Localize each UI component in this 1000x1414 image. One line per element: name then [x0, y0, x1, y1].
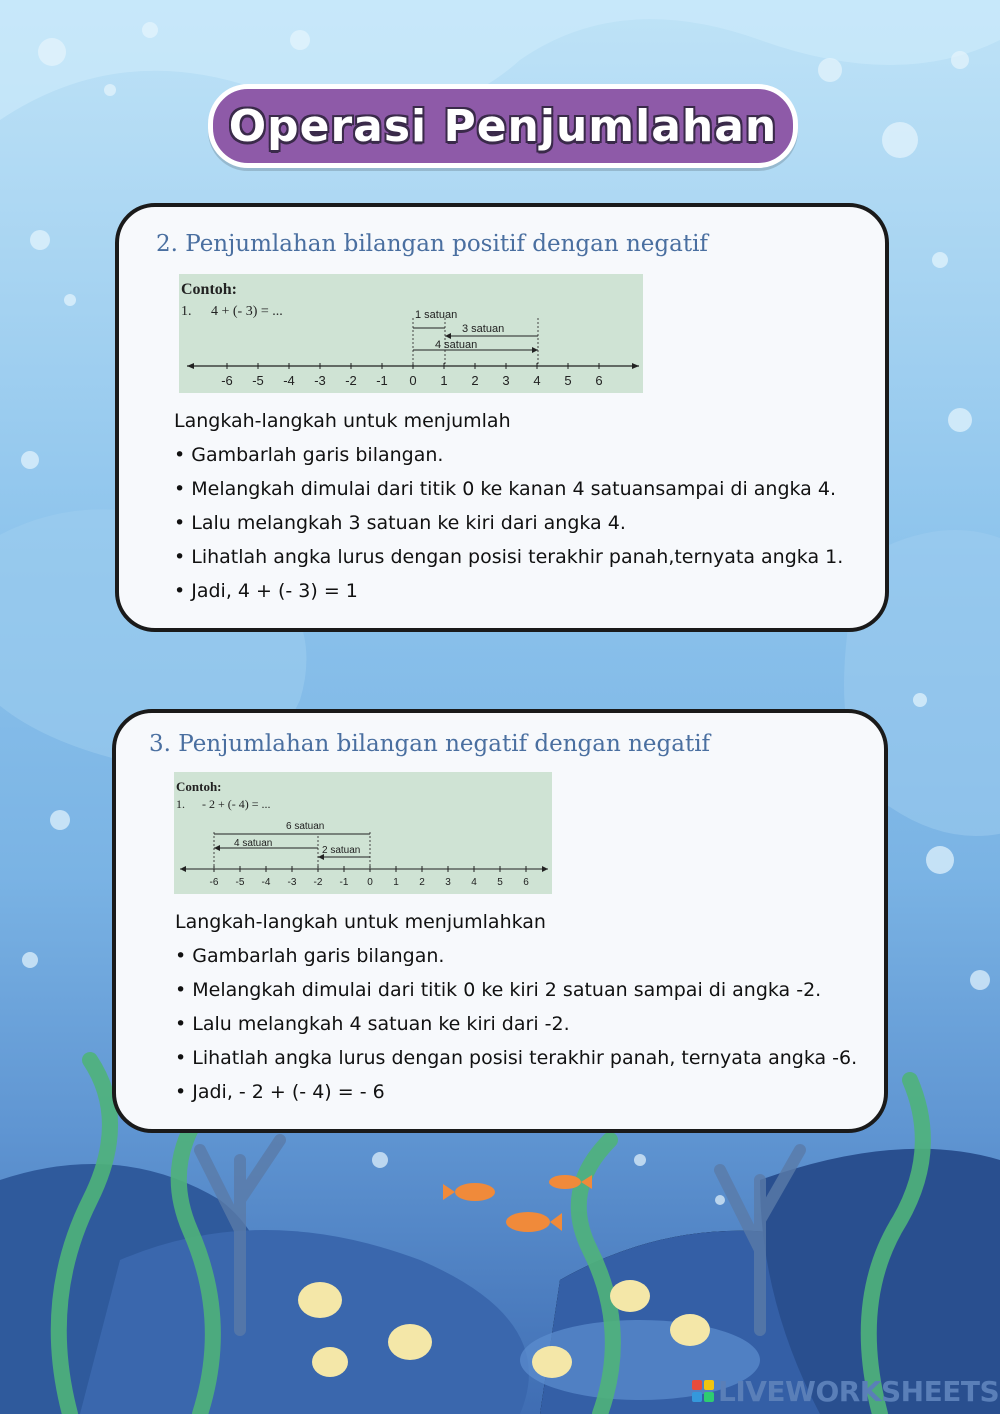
step-item: • Gambarlah garis bilangan. [174, 444, 444, 466]
example-number-line-figure [174, 772, 552, 894]
example-number-line-figure [179, 274, 643, 393]
tick-label: -2 [345, 373, 357, 388]
example-problem-number: 1. [181, 304, 192, 319]
section-heading: 3. Penjumlahan bilangan negatif dengan negatif [149, 731, 711, 757]
section-card-positive-negative [115, 203, 889, 632]
example-label: Contoh: [176, 779, 222, 794]
tick-label: 6 [595, 373, 603, 388]
arrow-label-1: 6 satuan [286, 821, 325, 832]
tick-label: -4 [283, 373, 295, 388]
step-item: • Lihatlah angka lurus dengan posisi terakhir panah, ternyata angka -6. [175, 1047, 858, 1069]
arrow-label-1: 1 satuan [415, 309, 458, 321]
arrow-label-2: 3 satuan [462, 323, 505, 335]
step-item: • Gambarlah garis bilangan. [175, 945, 445, 967]
tick-label: 5 [497, 877, 503, 888]
step-item: • Melangkah dimulai dari titik 0 ke kiri 2 satuan sampai di angka -2. [175, 979, 822, 1001]
steps-intro: Langkah-langkah untuk menjumlahkan [175, 911, 546, 933]
step-item: • Lalu melangkah 3 satuan ke kiri dari angka 4. [174, 512, 626, 534]
tick-label: -3 [287, 877, 297, 888]
tick-label: 4 [471, 877, 477, 888]
step-item: • Lihatlah angka lurus dengan posisi terakhir panah,ternyata angka 1. [174, 546, 844, 568]
tick-label: -2 [313, 877, 323, 888]
example-label: Contoh: [181, 281, 238, 298]
page-title: Operasi Penjumlahan [228, 100, 778, 152]
tick-label: 2 [471, 373, 479, 388]
tick-label: -5 [252, 373, 264, 388]
arrow-label-3: 2 satuan [322, 845, 361, 856]
tick-label: -6 [221, 373, 233, 388]
section-card-negative-negative [112, 709, 888, 1133]
example-problem-number: 1. [176, 797, 185, 811]
tick-label: 6 [523, 877, 529, 888]
tick-label: 5 [564, 373, 572, 388]
tick-label: 2 [419, 877, 425, 888]
tick-label: -6 [209, 877, 219, 888]
liveworksheets-watermark[interactable] [692, 1375, 999, 1407]
step-item: • Jadi, - 2 + (- 4) = - 6 [175, 1081, 385, 1103]
step-item: • Jadi, 4 + (- 3) = 1 [174, 580, 358, 602]
tick-label: -1 [376, 373, 388, 388]
tick-label: 3 [502, 373, 510, 388]
step-item: • Melangkah dimulai dari titik 0 ke kanan 4 satuansampai di angka 4. [174, 478, 836, 500]
arrow-label-3: 4 satuan [435, 339, 478, 351]
tick-label: 3 [445, 877, 451, 888]
tick-label: -4 [261, 877, 271, 888]
tick-label: -3 [314, 373, 326, 388]
tick-label: -5 [235, 877, 245, 888]
tick-label: 0 [409, 373, 417, 388]
section-heading: 2. Penjumlahan bilangan positif dengan negatif [156, 231, 708, 257]
tick-label: 1 [393, 877, 399, 888]
steps-intro: Langkah-langkah untuk menjumlah [174, 410, 511, 432]
example-problem: - 2 + (- 4) = ... [202, 797, 271, 811]
number-line-ticks [221, 363, 602, 388]
arrow-label-2: 4 satuan [234, 838, 273, 849]
title-banner [208, 84, 798, 168]
liveworksheets-logo-icon [692, 1380, 714, 1402]
tick-label: 4 [533, 373, 541, 388]
step-item: • Lalu melangkah 4 satuan ke kiri dari -2. [175, 1013, 570, 1035]
watermark-text: LIVEWORKSHEETS [718, 1374, 1000, 1408]
tick-label: -1 [339, 877, 349, 888]
tick-label: 0 [367, 877, 373, 888]
steps-list [174, 410, 843, 614]
steps-list [175, 911, 857, 1115]
tick-label: 1 [440, 373, 448, 388]
example-problem: 4 + (- 3) = ... [211, 304, 283, 319]
